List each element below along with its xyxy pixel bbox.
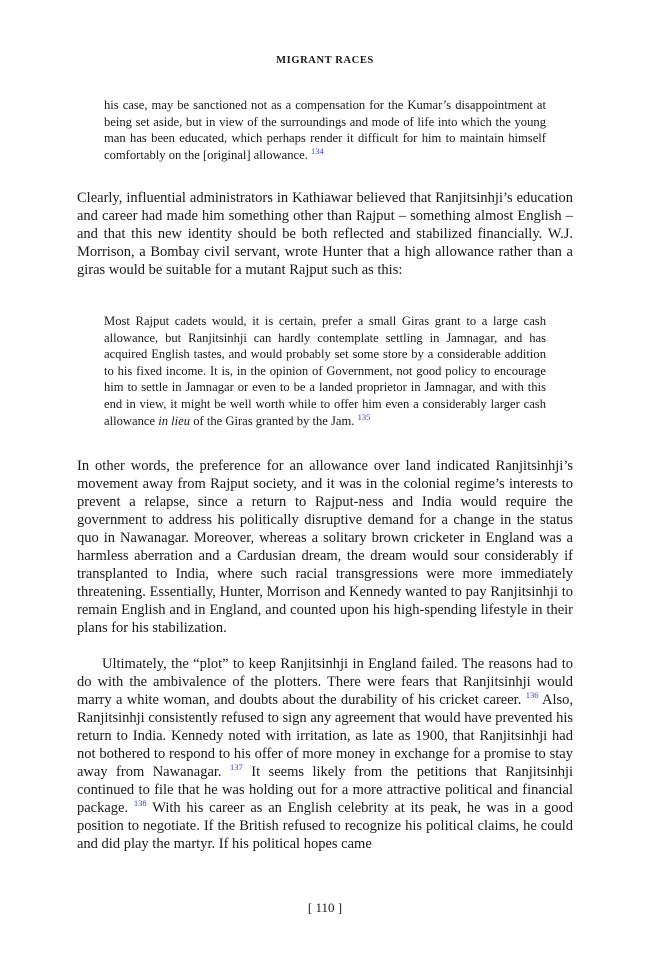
- block-quote-1: [104, 97, 546, 163]
- footnote-ref-138[interactable]: 138: [133, 798, 147, 809]
- text-run: Also, Ranjitsinhji consistently refused to sign any agreement that would have prevented his return to India. Kennedy noted with irritation, as late as 1900, that Ranjitsinhji had not bothered to respond to his offer of more money in exchange for a promise to stay away from Nawanagar.: [77, 692, 574, 781]
- body-paragraph-2: [77, 457, 573, 637]
- block-quote-2: [104, 313, 546, 429]
- page-number: [ 110 ]: [307, 900, 343, 915]
- text-run: It seems likely from the petitions that Ranjitsinhji continued to file that he was holding out for a more attractive political and financial package.: [77, 764, 574, 817]
- paragraph-text: Clearly, influential administrators in Kathiawar believed that Ranjitsinhji’s education and career had made him something other than Rajput – something almost English – and that this new identity should be both reflected and stabilized financially. W.J. Morrison, a Bombay civil servant, wrote Hunter that a high allowance rather than a giras would be suitable for a mutant Rajput such as this:: [77, 190, 573, 279]
- italic-phrase: in lieu: [158, 413, 191, 428]
- body-paragraph-3: [77, 655, 573, 854]
- text-run: With his career as an English celebrity at its peak, he was in a good position to negotiate. If the British refused to recognize his political claims, he could and did play the martyr. If his political hopes came: [77, 800, 573, 853]
- quote-text: of the Giras granted by the Jam.: [193, 413, 355, 428]
- running-head: MIGRANT RACES: [276, 55, 374, 66]
- paragraph-text: In other words, the preference for an allowance over land indicated Ranjitsinhji’s movement away from Rajput society, and it was in the colonial regime’s interests to prevent a relapse, since a return to Rajput-ness and India would require the government to address his politically disruptive demand for a change in the status quo in Nawanagar. Moreover, whereas a solitary brown cricketer in England was a harmless aberration and a Cardusian dream, the dream would sour considerably if transplanted to India, where such racial transgressions were more immediately threatening. Essentially, Hunter, Morrison and Kennedy wanted to pay Ranjitsinhji to remain English and in England, and counted upon his high-spending lifestyle in their plans for his stabilization.: [77, 458, 573, 637]
- quote-paragraph: [104, 97, 546, 163]
- footnote-ref-134[interactable]: 134: [311, 145, 324, 156]
- text-run: Ultimately, the “plot” to keep Ranjitsinhji in England failed. The reasons had to do with the ambivalence of the plotters. There were fears that Ranjitsinhji would marry a white woman, and doubts about the durability of his cricket career.: [77, 656, 573, 709]
- footnote-ref-137[interactable]: 137: [230, 762, 243, 773]
- footnote-ref-135[interactable]: 135: [357, 411, 371, 422]
- footnote-ref-136[interactable]: 136: [525, 690, 539, 701]
- body-paragraph-1: [77, 189, 573, 279]
- quote-text: Most Rajput cadets would, it is certain, prefer a small Giras grant to a large cash allowance, but Ranjitsinhji can hardly contemplate settling in Jamnagar, and has acquired English tastes, and would probably set some store by a considerable addition to his fixed income. It is, in the opinion of Government, not good policy to encourage him to settle in Jamnagar or even to be a landed proprietor in Jamnagar, and with this end in view, it might be well worth while to offer him even a considerably larger cash allowance: [104, 314, 546, 428]
- quote-paragraph: [104, 313, 546, 429]
- quote-text: his case, may be sanctioned not as a compensation for the Kumar’s disappointment at being set aside, but in view of the surroundings and mode of life into which the young man has been educated, which perhaps render it difficult for him to maintain himself comfortably on the [original] allowance.: [104, 98, 546, 162]
- paragraph-text: [77, 655, 573, 854]
